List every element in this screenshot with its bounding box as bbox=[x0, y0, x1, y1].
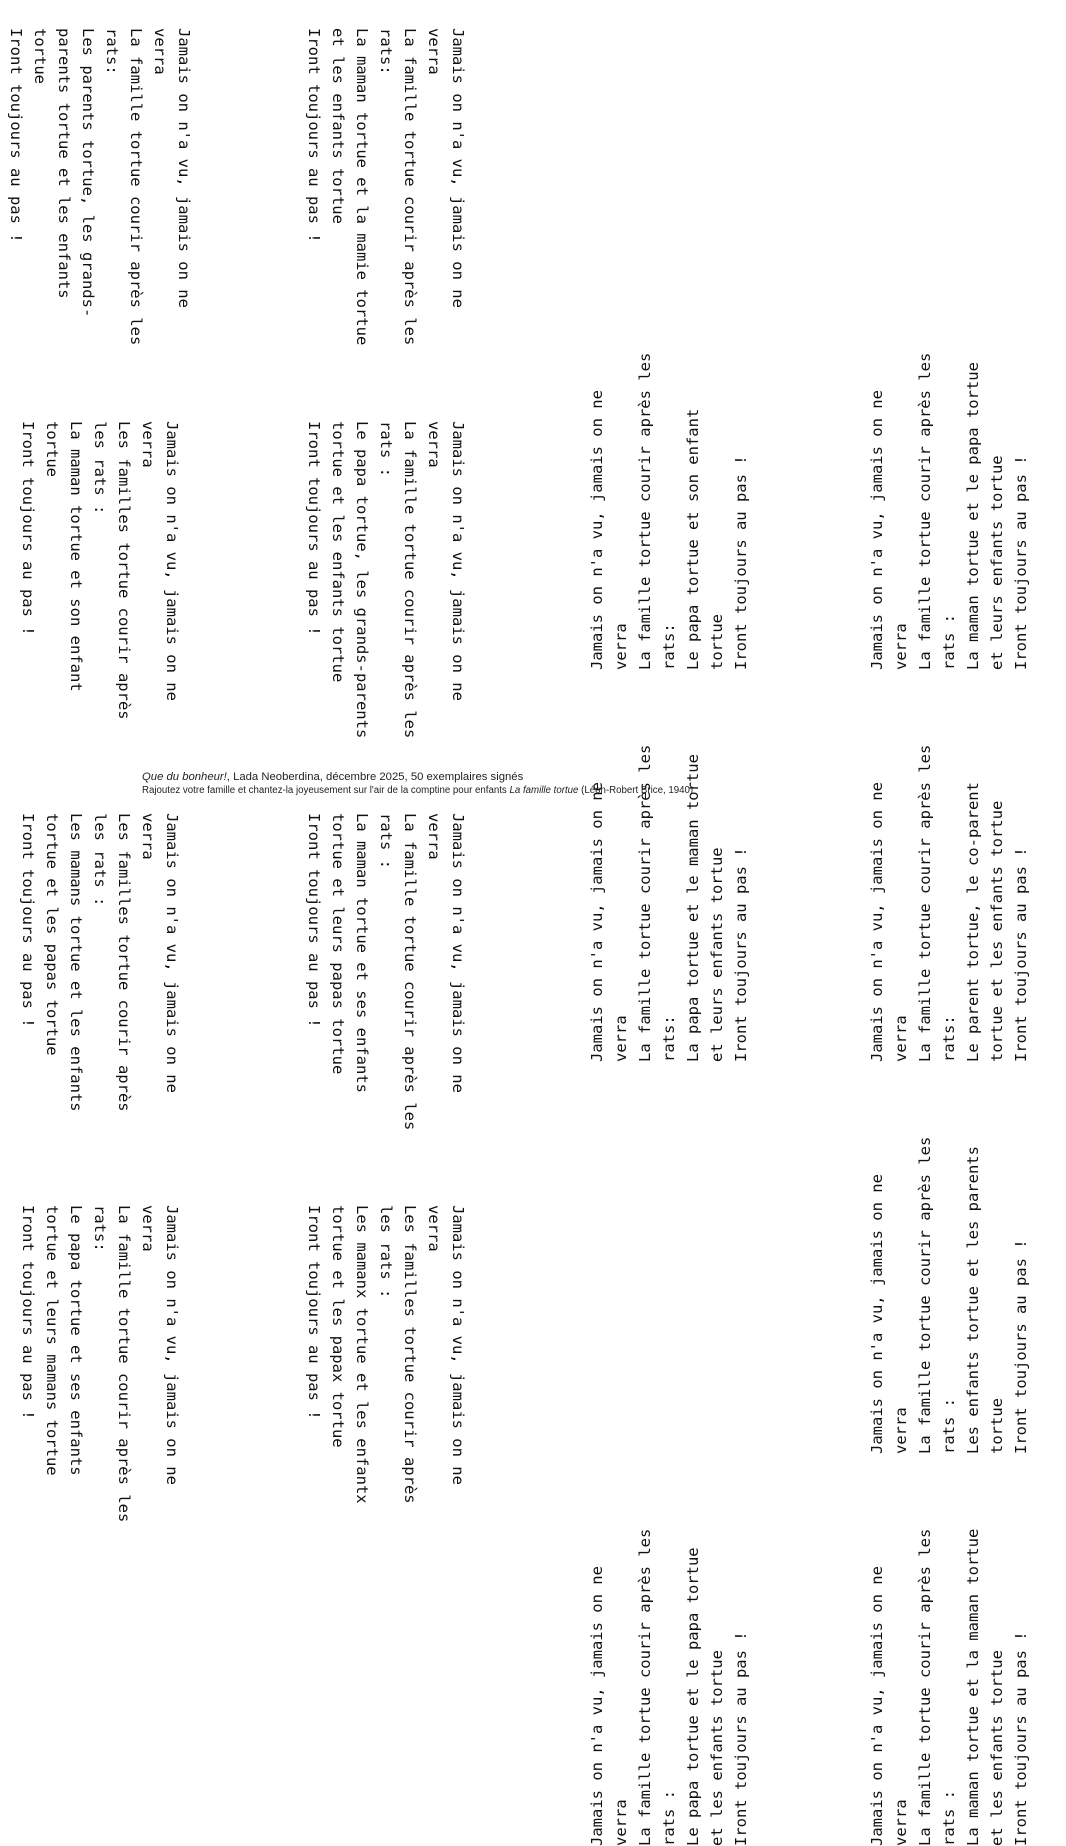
verse-line: les rats : bbox=[91, 813, 109, 907]
verse-line: Iront toujours au pas ! bbox=[1012, 455, 1030, 670]
edition-info: , Lada Neoberdina, décembre 2025, 50 exemplaires signés bbox=[226, 771, 524, 783]
verse-line: Jamais on n'a vu, jamais on ne bbox=[175, 28, 193, 308]
verse-line: La maman tortue et ses enfants bbox=[353, 813, 371, 1093]
verse-line: Iront toujours au pas ! bbox=[732, 847, 750, 1062]
verse-line: Iront toujours au pas ! bbox=[1012, 1239, 1030, 1454]
verse-line: La famille tortue courir après les bbox=[401, 28, 419, 346]
verse-line: La famille tortue courir après les bbox=[636, 352, 654, 670]
verse-line: La famille tortue courir après les bbox=[127, 28, 145, 346]
verse-line: verra bbox=[139, 1205, 157, 1252]
verse-line: Iront toujours au pas ! bbox=[305, 1205, 323, 1420]
verse-line: Jamais on n'a vu, jamais on ne bbox=[868, 782, 886, 1062]
verse-line: Jamais on n'a vu, jamais on ne bbox=[868, 1174, 886, 1454]
verse-line: Le papa tortue et le papa tortue bbox=[684, 1547, 702, 1846]
verse-line: rats: bbox=[940, 1015, 958, 1062]
verse-line: verra bbox=[612, 1799, 630, 1846]
verse-line: rats : bbox=[940, 1398, 958, 1454]
verse-line: verra bbox=[892, 623, 910, 670]
verse-line: verra bbox=[612, 1015, 630, 1062]
verse-line: Les mamanx tortue et les enfantx bbox=[353, 1205, 371, 1504]
verse-line: Jamais on n'a vu, jamais on ne bbox=[449, 421, 467, 701]
verse-line: Jamais on n'a vu, jamais on ne bbox=[868, 1566, 886, 1846]
colophon-title-line bbox=[142, 770, 693, 784]
verse-line: Le parent tortue, le co-parent bbox=[964, 782, 982, 1062]
verse-line: Le papa tortue, les grands-parents bbox=[353, 421, 371, 739]
verse-line: Jamais on n'a vu, jamais on ne bbox=[449, 28, 467, 308]
verse-line: Jamais on n'a vu, jamais on ne bbox=[449, 813, 467, 1093]
verse-line: Iront toujours au pas ! bbox=[305, 28, 323, 243]
verse-line: tortue et les papax tortue bbox=[329, 1205, 347, 1448]
verse-line: les rats : bbox=[377, 1205, 395, 1299]
verse-line: La famille tortue courir après les bbox=[916, 1528, 934, 1846]
verse-line: et leurs enfants tortue bbox=[708, 847, 726, 1062]
verse-line: verra bbox=[425, 28, 443, 75]
colophon-note-line bbox=[142, 784, 693, 797]
verse-line: et leurs enfants tortue bbox=[988, 455, 1006, 670]
verse-line: tortue bbox=[43, 421, 61, 477]
verse-line: Jamais on n'a vu, jamais on ne bbox=[163, 1205, 181, 1485]
verse-line: Jamais on n'a vu, jamais on ne bbox=[449, 1205, 467, 1485]
verse-line: rats: bbox=[660, 623, 678, 670]
verse-line: La papa tortue et le maman tortue bbox=[684, 754, 702, 1062]
verse-line: verra bbox=[892, 1799, 910, 1846]
verse-line: La famille tortue courir après les bbox=[115, 1205, 133, 1523]
colophon bbox=[142, 770, 693, 797]
verse-line: rats: bbox=[377, 28, 395, 75]
verse-line: Iront toujours au pas ! bbox=[1012, 1631, 1030, 1846]
verse-line: parents tortue et les enfants bbox=[55, 28, 73, 299]
verse-line: Les familles tortue courir après bbox=[401, 1205, 419, 1504]
verse-line: verra bbox=[612, 623, 630, 670]
verse-line: La famille tortue courir après les bbox=[916, 1136, 934, 1454]
verse-line: et les enfants tortue bbox=[988, 1650, 1006, 1846]
verse-line: verra bbox=[425, 813, 443, 860]
verse-line: La famille tortue courir après les bbox=[916, 744, 934, 1062]
verse-line: verra bbox=[151, 28, 169, 75]
verse-line: Iront toujours au pas ! bbox=[732, 455, 750, 670]
verse-line: verra bbox=[139, 813, 157, 860]
verse-line: La famille tortue courir après les bbox=[401, 421, 419, 739]
verse-line: Le papa tortue et ses enfants bbox=[67, 1205, 85, 1476]
verse-line: et les enfants tortue bbox=[708, 1650, 726, 1846]
verse-line: verra bbox=[425, 421, 443, 468]
verse-line: rats: bbox=[660, 1015, 678, 1062]
verse-line: Jamais on n'a vu, jamais on ne bbox=[868, 390, 886, 670]
verse-line: verra bbox=[139, 421, 157, 468]
verse-line: La maman tortue et son enfant bbox=[67, 421, 85, 692]
verse-line: verra bbox=[425, 1205, 443, 1252]
verse-line: La maman tortue et la mamie tortue bbox=[353, 28, 371, 346]
verse-line: tortue et les enfants tortue bbox=[988, 800, 1006, 1062]
verse-line: Les mamans tortue et les enfants bbox=[67, 813, 85, 1112]
verse-line: rats : bbox=[940, 614, 958, 670]
verse-line: rats : bbox=[377, 421, 395, 477]
verse-line: La famille tortue courir après les bbox=[636, 744, 654, 1062]
verse-line: Iront toujours au pas ! bbox=[305, 813, 323, 1028]
verse-line: Les familles tortue courir après bbox=[115, 421, 133, 720]
verse-line: verra bbox=[892, 1015, 910, 1062]
verse-line: tortue bbox=[708, 614, 726, 670]
verse-line: Jamais on n'a vu, jamais on ne bbox=[588, 1566, 606, 1846]
verse-line: Le papa tortue et son enfant bbox=[684, 408, 702, 670]
verse-line: Jamais on n'a vu, jamais on ne bbox=[163, 813, 181, 1093]
note-text: Rajoutez votre famille et chantez-la joyeusement sur l'air de la comptine pour enfants bbox=[142, 785, 510, 796]
verse-line: verra bbox=[892, 1407, 910, 1454]
verse-line: Iront toujours au pas ! bbox=[1012, 847, 1030, 1062]
song-credit: (Léon-Robert Brice, 1940) bbox=[578, 785, 694, 796]
verse-line: rats: bbox=[91, 1205, 109, 1252]
verse-line: Iront toujours au pas ! bbox=[732, 1631, 750, 1846]
verse-line: tortue bbox=[988, 1398, 1006, 1454]
verse-line: La famille tortue courir après les bbox=[401, 813, 419, 1131]
verse-line: rats : bbox=[377, 813, 395, 869]
verse-line: Jamais on n'a vu, jamais on ne bbox=[588, 390, 606, 670]
verse-line: Iront toujours au pas ! bbox=[19, 1205, 37, 1420]
verse-line: tortue et les papas tortue bbox=[43, 813, 61, 1056]
verse-line: Les familles tortue courir après bbox=[115, 813, 133, 1112]
verse-line: Les enfants tortue et les parents bbox=[964, 1146, 982, 1454]
verse-line: Les parents tortue, les grands- bbox=[79, 28, 97, 318]
verse-line: rats : bbox=[940, 1790, 958, 1846]
verse-line: Iront toujours au pas ! bbox=[7, 28, 25, 243]
verse-line: tortue bbox=[31, 28, 49, 84]
verse-line: rats: bbox=[103, 28, 121, 75]
verse-line: Iront toujours au pas ! bbox=[19, 813, 37, 1028]
song-title: La famille tortue bbox=[509, 785, 579, 796]
verse-line: Jamais on n'a vu, jamais on ne bbox=[163, 421, 181, 701]
verse-line: La famille tortue courir après les bbox=[636, 1528, 654, 1846]
verse-line: La famille tortue courir après les bbox=[916, 352, 934, 670]
verse-line: Iront toujours au pas ! bbox=[19, 421, 37, 636]
verse-line: rats : bbox=[660, 1790, 678, 1846]
verse-line: tortue et leurs mamans tortue bbox=[43, 1205, 61, 1476]
verse-line: La maman tortue et la maman tortue bbox=[964, 1528, 982, 1846]
verse-line: les rats : bbox=[91, 421, 109, 515]
verse-line: tortue et les enfants tortue bbox=[329, 421, 347, 683]
book-title: Que du bonheur! bbox=[142, 771, 227, 783]
verse-line: et les enfants tortue bbox=[329, 28, 347, 224]
verse-line: Jamais on n'a vu, jamais on ne bbox=[588, 782, 606, 1062]
verse-line: tortue et leurs papas tortue bbox=[329, 813, 347, 1075]
verse-line: La maman tortue et le papa tortue bbox=[964, 362, 982, 670]
verse-line: Iront toujours au pas ! bbox=[305, 421, 323, 636]
